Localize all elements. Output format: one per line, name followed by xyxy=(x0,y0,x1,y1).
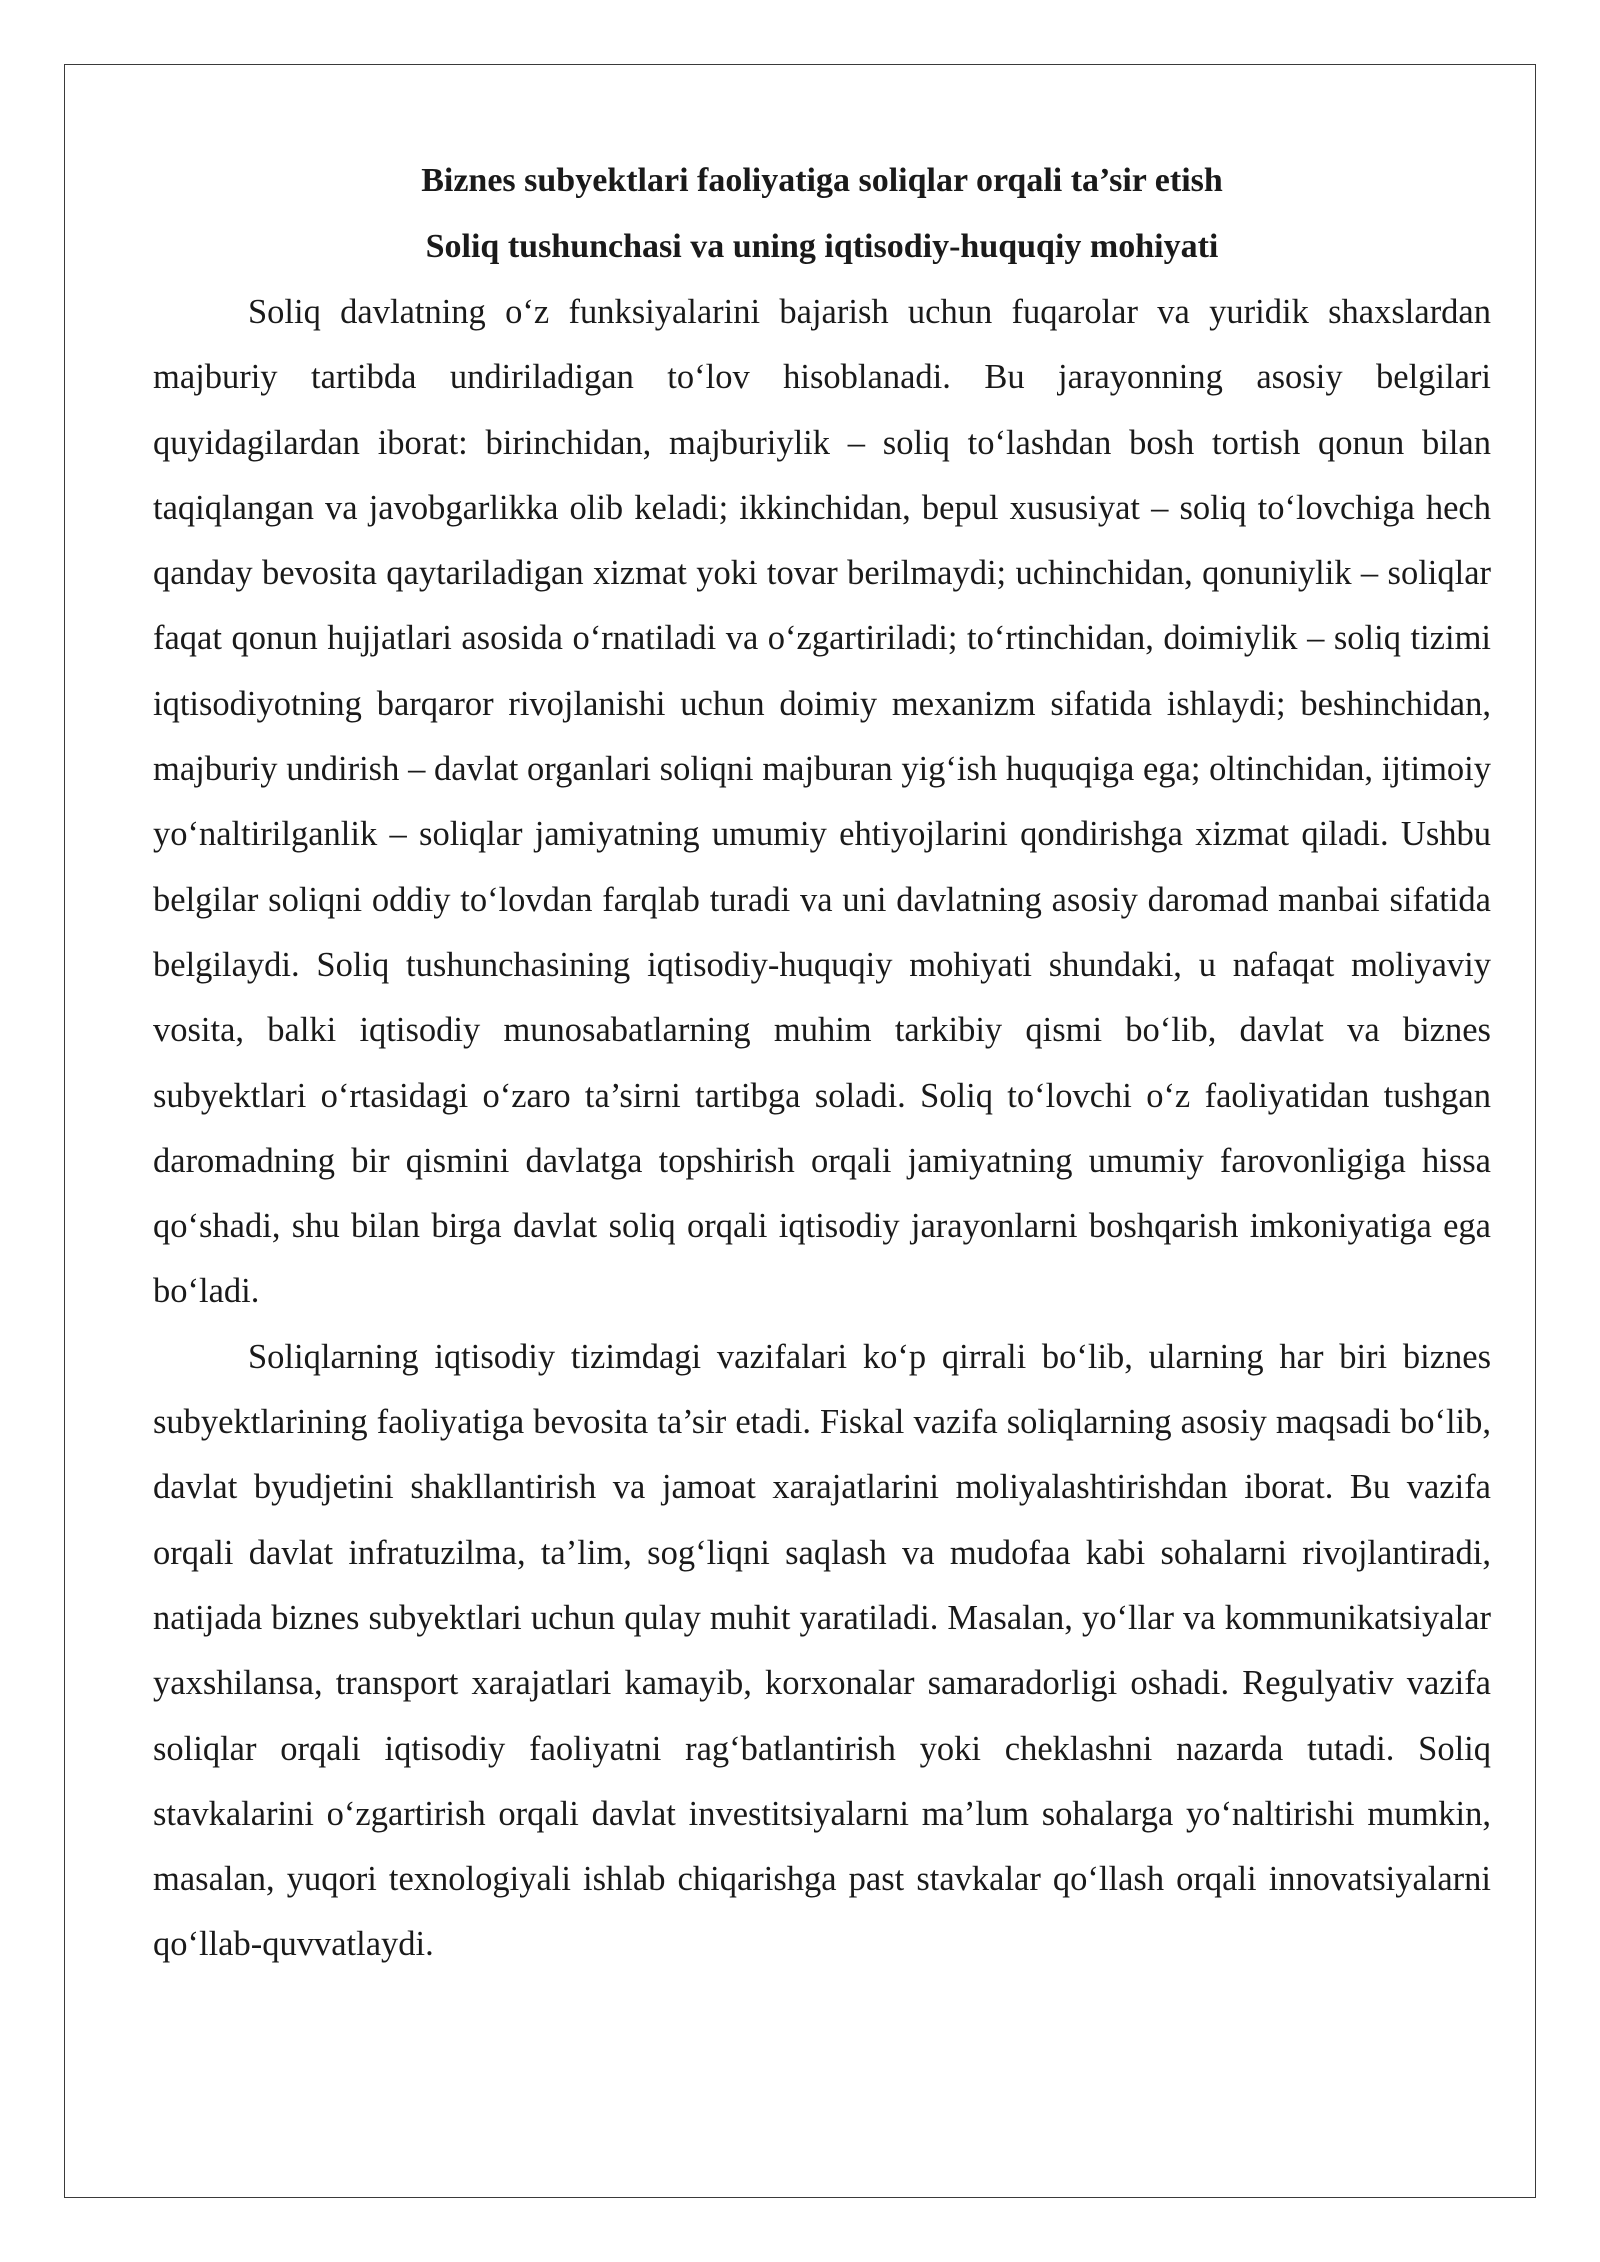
document-body xyxy=(153,148,1491,1978)
paragraph-2: Soliqlarning iqtisodiy tizimdagi vazifalari koʻp qirrali boʻlib, ularning har biri biznes subyektlarining faoliyatiga bevosita ta’sir etadi. Fiskal vazifa soliqlarning asosiy maqsadi boʻlib, davlat byudjetini shakllantirish va jamoat xarajatlarini moliyalashtirishdan iborat. Bu vazifa orqali davlat infratuzilma, ta’lim, sogʻliqni saqlash va mudofaa kabi sohalarni rivojlantiradi, natijada biznes subyektlari uchun qulay muhit yaratiladi. Masalan, yoʻllar va kommunikatsiyalar yaxshilansa, transport xarajatlari kamayib, korxonalar samaradorligi oshadi. Regulyativ vazifa soliqlar orqali iqtisodiy faoliyatni ragʻbatlantirish yoki cheklashni nazarda tutadi. Soliq stavkalarini oʻzgartirish orqali davlat investitsiyalarni ma’lum sohalarga yoʻnaltirishi mumkin, masalan, yuqori texnologiyali ishlab chiqarishga past stavkalar qoʻllash orqali innovatsiyalarni qoʻllab-quvvatlaydi. xyxy=(153,1337,1491,1964)
section-heading: Soliq tushunchasi va uning iqtisodiy-huquqiy mohiyati xyxy=(425,228,1219,265)
paragraph-1: Soliq davlatning oʻz funksiyalarini bajarish uchun fuqarolar va yuridik shaxslardan majburiy tartibda undiriladigan toʻlov hisoblanadi. Bu jarayonning asosiy belgilari quyidagilardan iborat: birinchidan, majburiylik – soliq toʻlashdan bosh tortish qonun bilan taqiqlangan va javobgarlikka olib keladi; ikkinchidan, bepul xususiyat – soliq toʻlovchiga hech qanday bevosita qaytariladigan xizmat yoki tovar berilmaydi; uchinchidan, qonuniylik – soliqlar faqat qonun hujjatlari asosida oʻrnatiladi va oʻzgartiriladi; toʻrtinchidan, doimiylik – soliq tizimi iqtisodiyotning barqaror rivojlanishi uchun doimiy mexanizm sifatida ishlaydi; beshinchidan, majburiy undirish – davlat organlari soliqni majburan yigʻish huquqiga ega; oltinchidan, ijtimoiy yoʻnaltirilganlik – soliqlar jamiyatning umumiy ehtiyojlarini qondirishga xizmat qiladi. Ushbu belgilar soliqni oddiy toʻlovdan farqlab turadi va uni davlatning asosiy daromad manbai sifatida belgilaydi. Soliq tushunchasining iqtisodiy-huquqiy mohiyati shundaki, u nafaqat moliyaviy vosita, balki iqtisodiy munosabatlarning muhim tarkibiy qismi boʻlib, davlat va biznes subyektlari oʻrtasidagi oʻzaro ta’sirni tartibga soladi. Soliq toʻlovchi oʻz faoliyatidan tushgan daromadning bir qismini davlatga topshirish orqali jamiyatning umumiy farovonligiga hissa qoʻshadi, shu bilan birga davlat soliq orqali iqtisodiy jarayonlarni boshqarish imkoniyatiga ega boʻladi. xyxy=(153,293,1491,1311)
document-title: Biznes subyektlari faoliyatiga soliqlar orqali ta’sir etish xyxy=(421,162,1223,199)
